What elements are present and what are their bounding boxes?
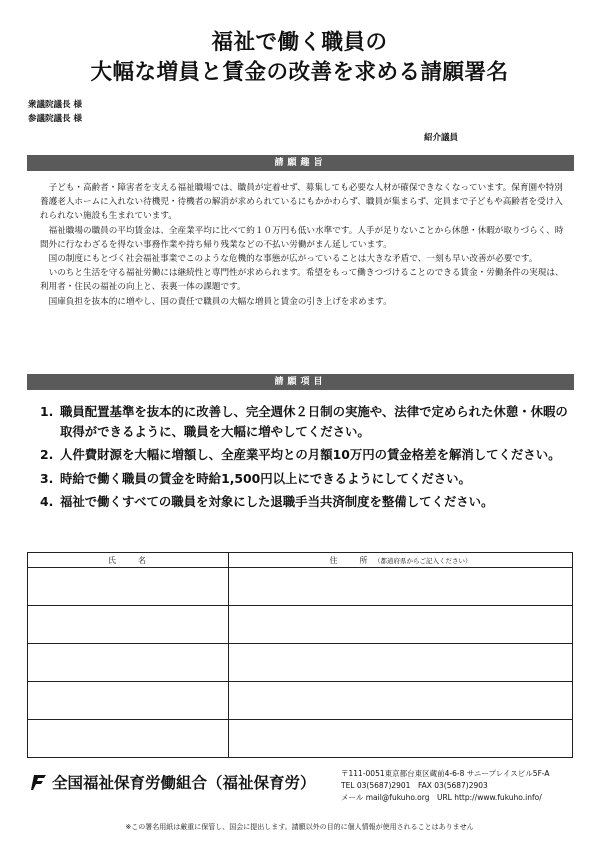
name-field[interactable] xyxy=(28,606,229,644)
purpose-paragraph: 国庫負担を抜本的に増やし、国の責任で職員の大幅な増員と賃金の引き上げを求めます。 xyxy=(48,296,392,307)
addressee-house-of-councillors: 参議院議長 様 xyxy=(28,114,82,124)
item-number: 2. xyxy=(40,447,54,463)
org-tel-fax: TEL 03(5687)2901 FAX 03(5687)2903 xyxy=(341,781,488,790)
purpose-paragraph: 国の制度にもとづく社会福祉事業でこのような危機的な事態が広がっていることは大きな矛盾で、一刻も早い改善が必要です。 xyxy=(48,254,538,265)
name-column-header xyxy=(28,553,229,568)
name-field[interactable] xyxy=(28,644,229,682)
name-header-label: 氏 名 xyxy=(108,555,148,565)
privacy-note: ※この署名用紙は厳重に保管し、国会に提出します。請願以外の目的に個人情報が使用されることはありません xyxy=(125,823,474,831)
addressee-house-of-representatives: 衆議院議長 様 xyxy=(28,100,82,110)
signature-row xyxy=(28,606,573,644)
signature-table xyxy=(27,552,573,758)
address-field[interactable] xyxy=(229,568,573,606)
org-contact xyxy=(341,768,550,804)
petition-item xyxy=(40,492,570,512)
petition-item xyxy=(40,469,570,489)
signature-row xyxy=(28,644,573,682)
page-title-line1: 福祉で働く職員の xyxy=(211,30,388,55)
item-text: 人件費財源を大幅に増額し、全産業平均との月額10万円の賃金格差を解消してください。 xyxy=(60,447,561,463)
address-field[interactable] xyxy=(229,720,573,758)
address-field[interactable] xyxy=(229,682,573,720)
name-field[interactable] xyxy=(28,568,229,606)
org-mail-url: メール mail@fukuho.org URL http://www.fukuho.info/ xyxy=(341,793,542,802)
org-address: 〒111-0051東京都台東区蔵前4-6-8 サニープレイスビル5F-A xyxy=(341,769,550,778)
signature-row xyxy=(28,568,573,606)
address-header-label: 住 所 xyxy=(329,555,370,565)
purpose-paragraph: いのちと生活を守る福祉労働には継続性と専門性が求められます。希望をもって働きつづけることのできる賃金・労働条件の実現は、利用者・住民の福祉の向上と、表裏一体の課題です。 xyxy=(40,268,564,293)
purpose-paragraph: 福祉職場の職員の平均賃金は、全産業平均に比べて約１０万円も低い水準です。人手が足りないことから休憩・休暇が取りづらく、時間外に行なわざるを得ない事務作業や持ち帰り残業などの不払い労働がまん延しています。 xyxy=(40,225,564,250)
name-field[interactable] xyxy=(28,720,229,758)
org-logo xyxy=(30,771,316,793)
petition-item xyxy=(40,445,570,465)
item-text: 時給で働く職員の賃金を時給1,500円以上にできるようにしてください。 xyxy=(60,470,471,486)
purpose-paragraph: 子ども・高齢者・障害者を支える福祉職場では、職員が定着せず、募集しても必要な人材が確保できなくなっています。保育園や特別養護老人ホームに入れない待機児・待機者の解消が求められているにもかかわらず、職員が集まらず、定員まで子どもや高齢者を受け入れられない施設も生まれています。 xyxy=(40,183,563,222)
address-column-header xyxy=(229,553,573,568)
signature-row xyxy=(28,720,573,758)
item-number: 3. xyxy=(40,470,54,486)
signature-row xyxy=(28,682,573,720)
signature-table-header xyxy=(28,553,573,568)
petition-item xyxy=(40,402,570,441)
item-number: 4. xyxy=(40,494,54,510)
address-field[interactable] xyxy=(229,606,573,644)
org-logo-icon xyxy=(30,773,48,791)
address-header-note: （都道府県からご記入ください） xyxy=(374,556,472,565)
org-name: 全国福祉保育労働組合（福祉保育労） xyxy=(52,774,316,792)
page-title-line2: 大幅な増員と賃金の改善を求める請願署名 xyxy=(90,60,509,85)
address-field[interactable] xyxy=(229,644,573,682)
purpose-text xyxy=(40,181,564,309)
section-items-heading: 請願項目 xyxy=(27,374,574,390)
introducer-label: 紹介議員 xyxy=(424,133,459,143)
section-purpose-heading: 請願趣旨 xyxy=(27,155,574,171)
item-text: 職員配置基準を抜本的に改善し、完全週休２日制の実施や、法律で定められた休憩・休暇の取得ができるように、職員を大幅に増やしてください。 xyxy=(60,404,568,439)
item-number: 1. xyxy=(40,404,54,419)
petition-items xyxy=(40,402,570,516)
item-text: 福祉で働くすべての職員を対象にした退職手当共済制度を整備してください。 xyxy=(60,494,494,510)
name-field[interactable] xyxy=(28,682,229,720)
